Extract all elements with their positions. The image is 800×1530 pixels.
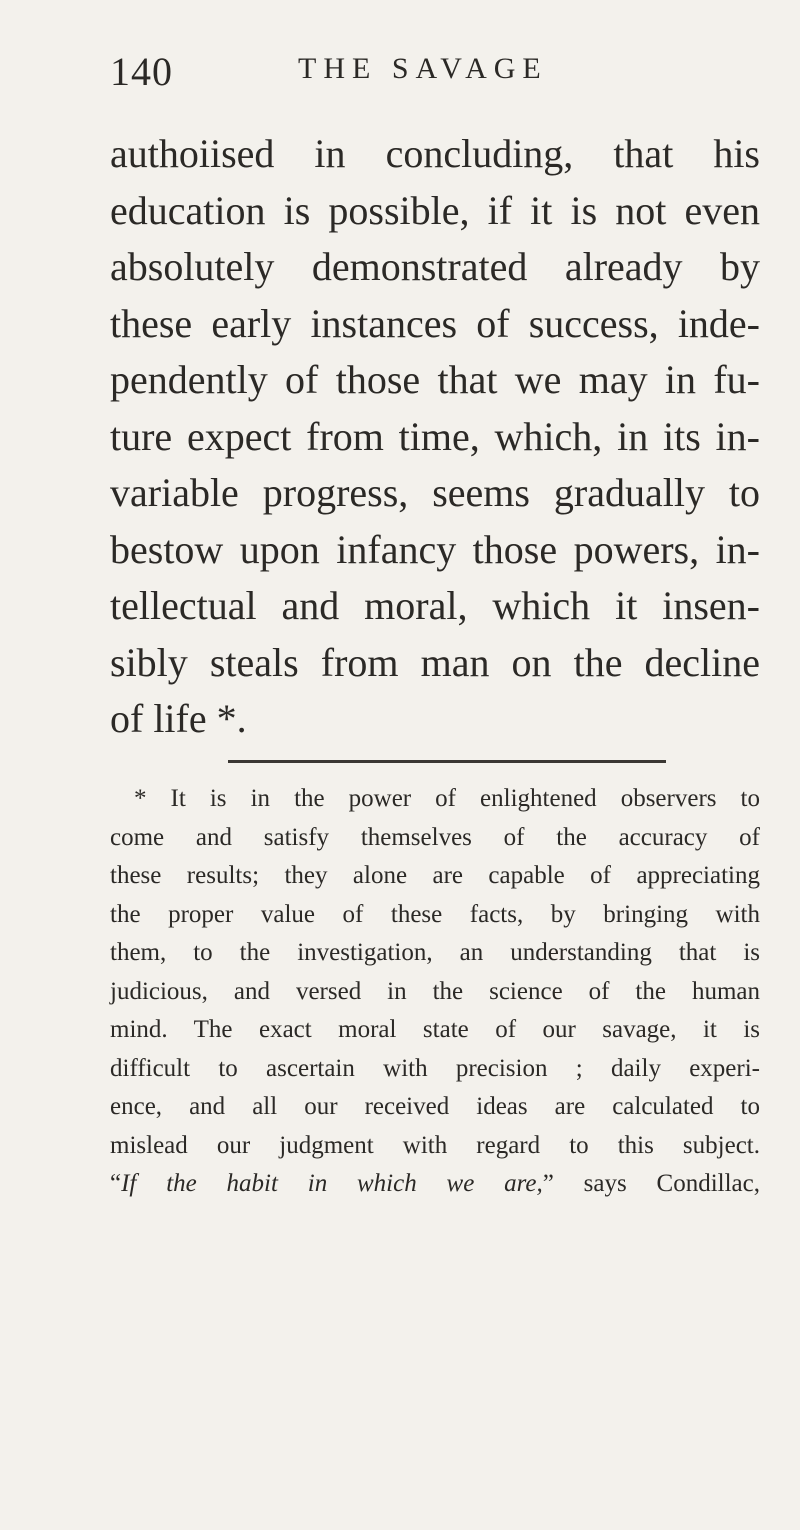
quote-attribution: ” says Condillac,: [542, 1170, 760, 1197]
footnote-rule: [228, 760, 666, 763]
running-title: THE SAVAGE: [298, 52, 548, 85]
footnote-line: these results; they alone are capable of appreciating: [110, 862, 760, 889]
body-line: of life *.: [110, 696, 247, 741]
italic-quote: If the habit in which we are,: [121, 1170, 543, 1197]
footnote-line: them, to the investigation, an understanding that is: [110, 939, 760, 966]
footnote-line: the proper value of these facts, by bringing with: [110, 900, 760, 928]
footnote-line: mislead our judgment with regard to this subject.: [110, 1131, 760, 1159]
body-line: bestow upon infancy those powers, in-: [110, 526, 760, 572]
body-line: these early instances of success, inde-: [110, 300, 760, 346]
footnote: [110, 780, 760, 1204]
body-paragraph: [110, 126, 760, 748]
body-line: variable progress, seems gradually to: [110, 470, 760, 515]
footnote-line: come and satisfy themselves of the accuracy of: [110, 823, 760, 851]
body-line: authoiised in concluding, that his: [110, 131, 760, 176]
body-line: tellectual and moral, which it insen-: [110, 583, 760, 628]
footnote-line: ence, and all our received ideas are calculated to: [110, 1093, 760, 1120]
body-line: sibly steals from man on the decline: [110, 639, 760, 685]
body-line: ture expect from time, which, in its in-: [110, 413, 760, 459]
footnote-line-quote: [110, 1165, 760, 1204]
body-line: education is possible, if it is not even: [110, 187, 760, 233]
page-number: 140: [110, 49, 173, 94]
open-quote: “: [110, 1170, 122, 1197]
running-head: [110, 48, 750, 98]
footnote-line: judicious, and versed in the science of the human: [110, 977, 760, 1005]
body-line: absolutely demonstrated already by: [110, 244, 760, 289]
body-line: pendently of those that we may in fu-: [110, 357, 760, 402]
footnote-line: mind. The exact moral state of our savage, it is: [110, 1016, 760, 1043]
footnote-line: difficult to ascertain with precision ; daily experi-: [110, 1054, 760, 1082]
footnote-line: * It is in the power of enlightened observers to: [134, 785, 760, 812]
